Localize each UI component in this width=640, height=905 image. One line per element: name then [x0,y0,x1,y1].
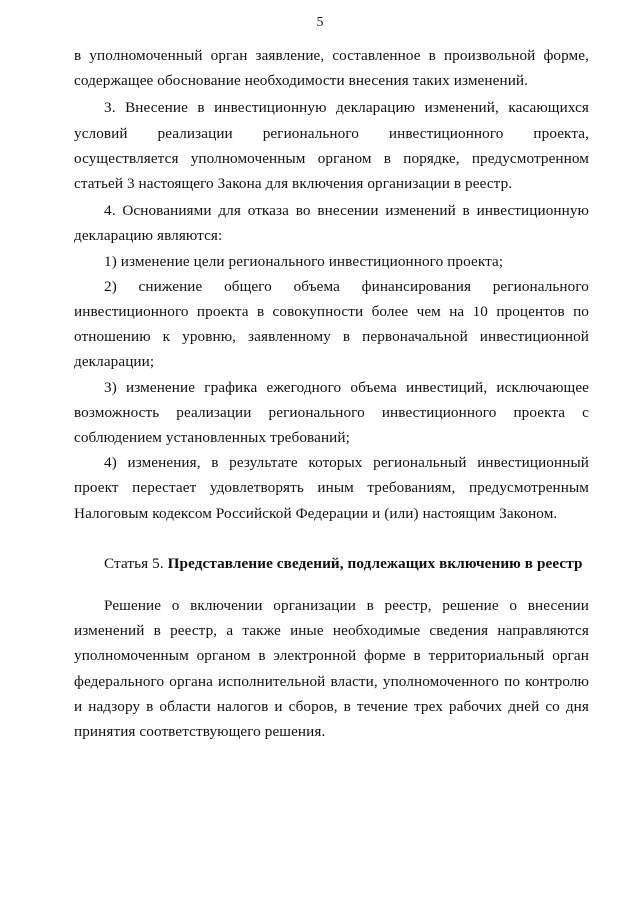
subitem-2: 2) снижение общего объема финансирования регионального инвестиционного проекта в совокупности более чем на 10 процентов по отношению к уровню, заявленному в первоначальной инвестиционной декларации; [74,277,589,371]
paragraph-item-4: 4. Основаниями для отказа во внесении изменений в инвестиционную декларацию являются: [74,202,589,245]
document-body [74,43,589,744]
article-prefix: Статья 5. [104,554,168,572]
paragraph-continuation: в уполномоченный орган заявление, составленное в произвольной форме, содержащее обоснование необходимости внесения таких изменений. [74,47,589,90]
subitem-1: 1) изменение цели регионального инвестиционного проекта; [104,252,504,270]
article-heading [74,551,589,576]
page-number: 5 [316,14,324,29]
paragraph-item-3: 3. Внесение в инвестиционную декларацию изменений, касающихся условий реализации регионального инвестиционного проекта, осуществляется уполномоченным органом в порядке, предусмотренном статьей 3 настоящего Закона для включения организации в реестр. [74,99,589,193]
article-body: Решение о включении организации в реестр, решение о внесении изменений в реестр, а также иные необходимые сведения направляются уполномоченным органом в электронной форме в территориальный орган федерального органа исполнительной власти, уполномоченного по контролю и надзору в области налогов и сборов, в течение трех рабочих дней со дня принятия соответствующего решения. [74,597,589,741]
subitem-4: 4) изменения, в результате которых региональный инвестиционный проект перестает удовлетворять иным требованиям, предусмотренным Налоговым кодексом Российской Федерации и (или) настоящим Законом. [74,454,589,522]
article-title: Представление сведений, подлежащих включению в реестр [167,554,583,572]
subitem-3: 3) изменение графика ежегодного объема инвестиций, исключающее возможность реализации регионального инвестиционного проекта с соблюдением установленных требований; [74,378,589,447]
